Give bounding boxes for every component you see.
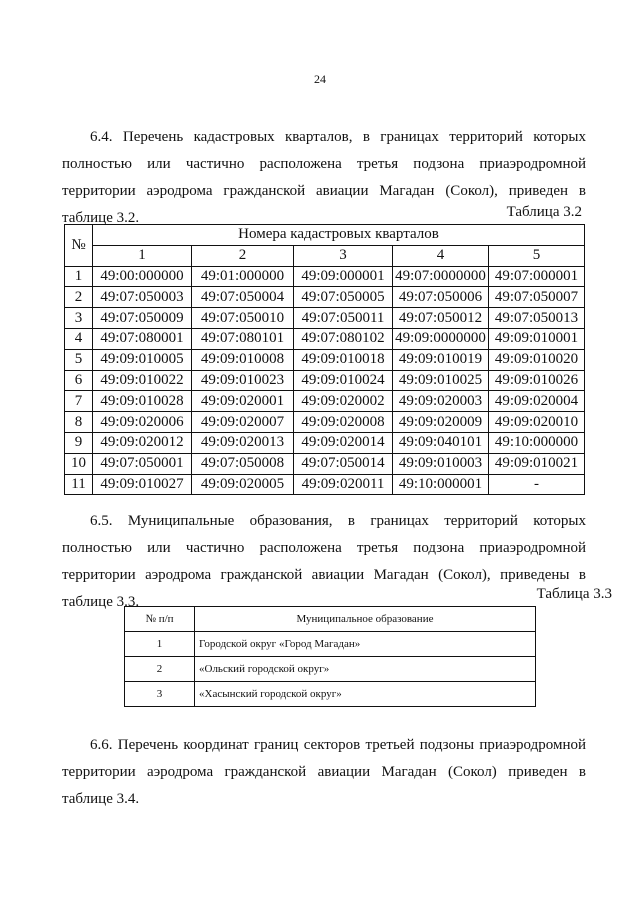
cadastral-number-cell: 49:07:050007 [489, 287, 585, 308]
cadastral-number-cell: 49:09:0000000 [393, 328, 489, 349]
cadastral-number-cell: - [489, 474, 585, 495]
cadastral-number-cell: 49:09:020014 [294, 432, 393, 453]
cadastral-number-cell: 49:07:050009 [93, 308, 192, 329]
row-number: 10 [65, 453, 93, 474]
row-number: 3 [65, 308, 93, 329]
cadastral-number-cell: 49:09:010026 [489, 370, 585, 391]
municipalities-table-body [125, 632, 536, 707]
cadastral-number-cell: 49:07:050006 [393, 287, 489, 308]
row-number: 1 [125, 632, 195, 657]
cadastral-number-cell: 49:09:040101 [393, 432, 489, 453]
cadastral-number-cell: 49:01:000000 [192, 266, 294, 287]
row-number: 1 [65, 266, 93, 287]
cadastral-table-body [65, 266, 585, 495]
table-3-2-caption: Таблица 3.2 [506, 204, 582, 220]
cadastral-number-cell: 49:07:050003 [93, 287, 192, 308]
cadastral-number-cell: 49:09:010018 [294, 349, 393, 370]
row-number: 3 [125, 682, 195, 707]
cadastral-number-cell: 49:07:050004 [192, 287, 294, 308]
cadastral-number-cell: 49:09:020004 [489, 391, 585, 412]
cadastral-number-cell: 49:09:010023 [192, 370, 294, 391]
cadastral-number-cell: 49:07:050012 [393, 308, 489, 329]
cadastral-number-cell: 49:07:050001 [93, 453, 192, 474]
table-row [125, 682, 536, 707]
cadastral-number-cell: 49:09:010027 [93, 474, 192, 495]
cadastral-number-cell: 49:09:020006 [93, 412, 192, 433]
cadastral-number-cell: 49:09:010005 [93, 349, 192, 370]
row-number: 9 [65, 432, 93, 453]
cadastral-number-cell: 49:07:050014 [294, 453, 393, 474]
cadastral-number-cell: 49:09:010024 [294, 370, 393, 391]
table-row [65, 391, 585, 412]
column-header: 1 [93, 245, 192, 266]
table-row [65, 474, 585, 495]
cadastral-number-cell: 49:07:050013 [489, 308, 585, 329]
table-row [65, 266, 585, 287]
table-row [65, 328, 585, 349]
cadastral-number-cell: 49:09:020012 [93, 432, 192, 453]
paragraph-6-6-text: 6.6. Перечень координат границ секторов третьей подзоны приаэродромной территории аэродрома гражданской авиации Магадан (Сокол) приведен в таблице 3.4. [62, 737, 586, 807]
row-number: 8 [65, 412, 93, 433]
table-row [65, 287, 585, 308]
row-number: 4 [65, 328, 93, 349]
cadastral-number-cell: 49:09:010021 [489, 453, 585, 474]
cadastral-number-cell: 49:09:010028 [93, 391, 192, 412]
cadastral-number-cell: 49:10:000000 [489, 432, 585, 453]
cadastral-number-cell: 49:07:080101 [192, 328, 294, 349]
paragraph-6-6 [62, 732, 586, 813]
cadastral-number-cell: 49:09:010025 [393, 370, 489, 391]
paragraph-6-5 [62, 508, 586, 616]
row-number: 5 [65, 349, 93, 370]
cadastral-number-cell: 49:09:020002 [294, 391, 393, 412]
page-number: 24 [314, 72, 326, 86]
cadastral-number-cell: 49:09:020011 [294, 474, 393, 495]
cadastral-number-cell: 49:10:000001 [393, 474, 489, 495]
column-header: 2 [192, 245, 294, 266]
table-row [125, 632, 536, 657]
cadastral-number-cell: 49:09:010019 [393, 349, 489, 370]
cadastral-number-cell: 49:07:000001 [489, 266, 585, 287]
municipality-name: «Хасынский городской округ» [195, 682, 536, 707]
cadastral-quarters-table [64, 224, 585, 495]
cadastral-number-cell: 49:07:050010 [192, 308, 294, 329]
cadastral-number-cell: 49:07:0000000 [393, 266, 489, 287]
header-num: № п/п [125, 607, 195, 632]
column-header: 3 [294, 245, 393, 266]
cadastral-number-cell: 49:09:010022 [93, 370, 192, 391]
col-number-header: № [65, 225, 93, 267]
municipalities-table [124, 606, 536, 707]
table-row [65, 349, 585, 370]
cadastral-number-cell: 49:07:050008 [192, 453, 294, 474]
cadastral-number-cell: 49:09:000001 [294, 266, 393, 287]
cadastral-number-cell: 49:09:020013 [192, 432, 294, 453]
paragraph-6-4-text: 6.4. Перечень кадастровых кварталов, в границах территорий которых полностью или частично расположена третья подзона приаэродромной территории аэродрома гражданской авиации Магадан (Сокол), приведен в таблице 3.2. [62, 129, 586, 226]
cadastral-number-cell: 49:09:020001 [192, 391, 294, 412]
table-row [65, 412, 585, 433]
cadastral-number-cell: 49:09:020010 [489, 412, 585, 433]
row-number: 7 [65, 391, 93, 412]
row-number: 2 [65, 287, 93, 308]
table-row [65, 308, 585, 329]
cadastral-number-cell: 49:09:010020 [489, 349, 585, 370]
table-row [65, 432, 585, 453]
cadastral-number-cell: 49:09:020007 [192, 412, 294, 433]
cadastral-number-cell: 49:09:020003 [393, 391, 489, 412]
row-number: 2 [125, 657, 195, 682]
column-header: 4 [393, 245, 489, 266]
cadastral-number-cell: 49:09:020009 [393, 412, 489, 433]
row-number: 6 [65, 370, 93, 391]
table-row [125, 657, 536, 682]
table-row [65, 453, 585, 474]
cadastral-number-cell: 49:07:080102 [294, 328, 393, 349]
group-header: Номера кадастровых кварталов [93, 225, 585, 246]
cadastral-number-cell: 49:07:050011 [294, 308, 393, 329]
column-header: 5 [489, 245, 585, 266]
cadastral-number-cell: 49:07:080001 [93, 328, 192, 349]
cadastral-number-cell: 49:09:010003 [393, 453, 489, 474]
municipality-name: «Ольский городской округ» [195, 657, 536, 682]
cadastral-number-cell: 49:07:050005 [294, 287, 393, 308]
municipality-name: Городской округ «Город Магадан» [195, 632, 536, 657]
cadastral-number-cell: 49:09:020005 [192, 474, 294, 495]
table-3-3-caption: Таблица 3.3 [536, 586, 612, 602]
cadastral-number-cell: 49:09:020008 [294, 412, 393, 433]
row-number: 11 [65, 474, 93, 495]
cadastral-number-cell: 49:09:010008 [192, 349, 294, 370]
header-municipality: Муниципальное образование [195, 607, 536, 632]
cadastral-number-cell: 49:00:000000 [93, 266, 192, 287]
paragraph-6-5-text: 6.5. Муниципальные образования, в границах территорий которых полностью или частично расположена третья подзона приаэродромной территории аэродрома гражданской авиации Магадан (Сокол), приведены в таблице 3.3. [62, 513, 586, 610]
cadastral-number-cell: 49:09:010001 [489, 328, 585, 349]
table-row [65, 370, 585, 391]
